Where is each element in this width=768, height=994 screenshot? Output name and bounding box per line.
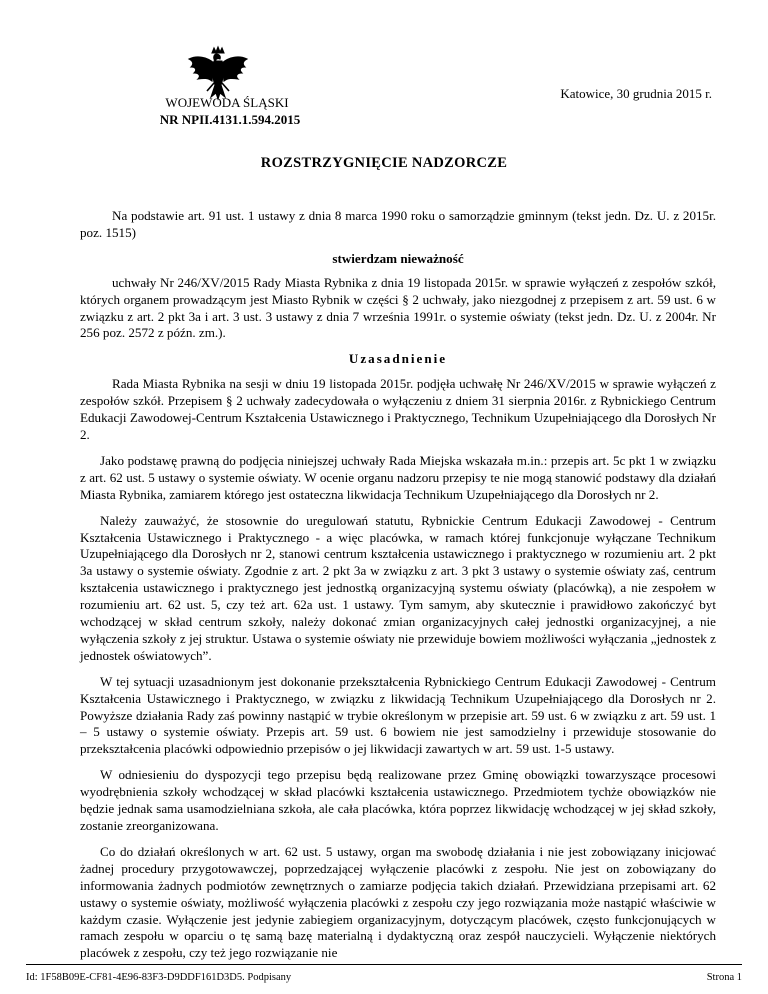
footer-page-number: Strona 1 <box>706 972 742 983</box>
legal-basis: Na podstawie art. 91 ust. 1 ustawy z dnia 8 marca 1990 roku o samorządzie gminnym (tekst jedn. Dz. U. z 2015r. poz. 1515) <box>80 208 716 240</box>
paragraph: W odniesieniu do dyspozycji tego przepisu będą realizowane przez Gminę obowiązki towarzyszące procesowi wyodrębnienia szkoły wchodzącej w skład placówki kształcenia ustawicznego. Przedmiotem tychże obowiązków nie będzie jednak sama usamodzielniana szkoła, ale cała placówka, która poprzez likwidację wchodzącej w jej skład szkoły, zostanie zreorganizowana. <box>80 767 716 833</box>
paragraph: Rada Miasta Rybnika na sesji w dniu 19 listopada 2015r. podjęła uchwałę Nr 246/XV/2015 w sprawie wyłączeń z zespołów szkół. Przepisem § 2 uchwały zadecydowała o wyłączeniu z dniem 31 sierpnia 2016r. z Rybnickiego Centrum Edukacji Zawodowej-Centrum Kształcenia Ustawicznego i Praktycznego, Technikum Uzupełniającego dla Dorosłych Nr 2. <box>80 376 716 442</box>
paragraph: W tej sytuacji uzasadnionym jest dokonanie przekształcenia Rybnickiego Centrum Edukacji Zawodowej - Centrum Kształcenia Ustawicznego i Praktycznego, w związku z likwidacją Technikum Uzupełniającego dla Dorosłych nr 2. Powyższe działania Rady zaś powinny nastąpić w trybie określonym w przepisie art. 59 ust. 6 w związku z art. 59 ust. 1 – 5 ustawy o systemie oświaty. Przepis art. 59 ust. 6 bowiem nie jest samodzielny i przewiduje stosowanie do przekształcenia placówki odpowiednio przepisów o jej likwidacji zawartych w art. 59 ust. 1-5 ustawy. <box>80 673 716 757</box>
paragraph: Co do działań określonych w art. 62 ust. 5 ustawy, organ ma swobodę działania i nie jest zobowiązany inicjować żadnej procedury przygotowawczej, poprzedzającej wyłączenie placówki z zespołu. Nie jest on zobowiązany do informowania żadnych podmiotów zewnętrznych o zamiarze podjęcia takich działań. Przewidziana przepisami art. 62 ustawy o systemie oświaty, możliwość wyłączenia placówki z zespołu czy jego rozwiązania może nastąpić właściwie w każdym czasie. Wyłączenie jest jedynie zabiegiem organizacyjnym, dotyczącym placówek, często funkcjonujących w ramach zespołu w oparciu o tę samą bazę materialną i dydaktyczną oraz zespół nauczycieli. Wyłączenie niektórych placówek z zespołu, czy też jego rozwiązanie nie <box>80 843 716 961</box>
declaration: stwierdzam nieważność <box>332 250 464 266</box>
footer-document-id: Id: 1F58B09E-CF81-4E96-83F3-D9DDF161D3D5. Podpisany <box>26 972 292 983</box>
reference-number: NR NPII.4131.1.594.2015 <box>159 112 301 127</box>
paragraph: Jako podstawę prawną do podjęcia niniejszej uchwały Rada Miejska wskazała m.in.: przepis art. 5c pkt 1 w związku z art. 62 ust. 5 ustawy o systemie oświaty. W ocenie organu nadzoru przepisy te nie mogą stanowić podstawy dla działań Miasta Rybnika, zamiarem którego jest ostateczna likwidacja Technikum Uzupełniającego dla Dorosłych nr 2. <box>80 452 716 502</box>
place-date: Katowice, 30 grudnia 2015 r. <box>560 86 712 101</box>
issuing-authority: WOJEWODA ŚLĄSKI <box>165 95 289 110</box>
document-body <box>80 208 716 971</box>
footer-divider <box>26 964 742 965</box>
document-title: ROZSTRZYGNIĘCIE NADZORCZE <box>260 155 508 171</box>
justification-heading: Uzasadnienie <box>348 351 448 367</box>
resolution-text: uchwały Nr 246/XV/2015 Rady Miasta Rybnika z dnia 19 listopada 2015r. w sprawie wyłączeń z zespołów szkół, których organem prowadzącym jest Miasto Rybnik w części § 2 uchwały, jako niezgodnej z przepisem z art. 59 ust. 6 w związku z art. 2 pkt 3a i art. 3 ust. 3 ustawy z dnia 7 września 1991r. o systemie oświaty (tekst jedn. Dz. U. z 2004r. Nr 256 poz. 2572 z późn. zm.). <box>80 274 716 341</box>
paragraph: Należy zauważyć, że stosownie do uregulowań statutu, Rybnickie Centrum Edukacji Zawodowej - Centrum Kształcenia Ustawicznego i Praktycznego - a więc placówka, w ramach której funkcjonuje wyłączane Technikum Uzupełniającego dla Dorosłych nr 2, stanowi centrum kształcenia ustawicznego i praktycznego w rozumieniu art. 2 pkt 3a ustawy o systemie oświaty. Zgodnie z art. 2 pkt 3a w związku z art. 3 pkt 3 ustawy o systemie oświaty zaś, centrum kształcenia ustawicznego i praktycznego jest jednostką organizacyjną systemu oświaty (placówką), a nie zespołem w rozumieniu art. 62 ust. 5, czy też art. 62a ust. 1 ustawy. Tym samym, aby skutecznie i prawidłowo zakończyć byt wchodzącej w skład centrum szkoły, należy dokonać zmian organizacyjnych całej jednostki organizacyjnej, a nie wyłączenia szkoły z jej struktur. Ustawa o systemie oświaty nie przewiduje bowiem możliwości wyłączania „jednostek z jednostek oświatowych”. <box>80 512 716 663</box>
